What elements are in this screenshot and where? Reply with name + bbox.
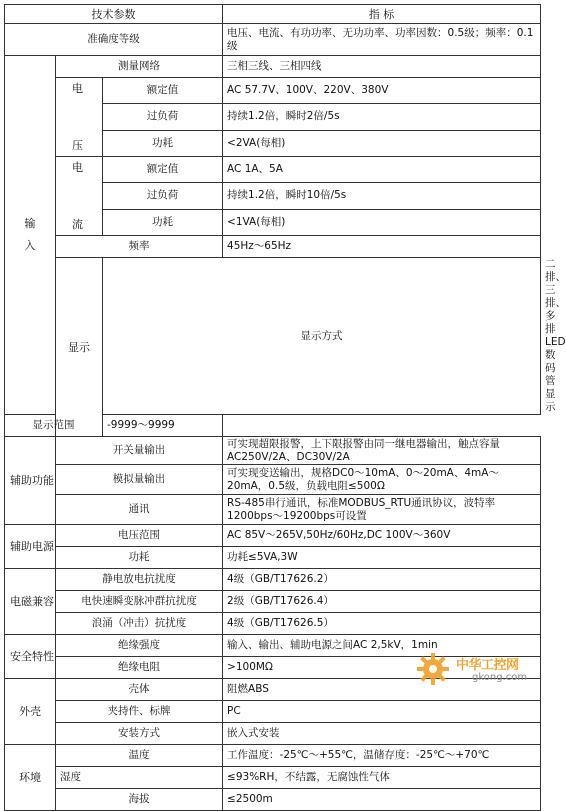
insulation-resistance-value: >100MΩ	[223, 657, 541, 679]
eft-value: 2级（GB/T17626.4）	[223, 591, 541, 613]
network-value: 三相三线、三相四线	[223, 56, 541, 78]
header-spec: 指 标	[223, 5, 541, 24]
aux-power-category: 辅助电源	[5, 525, 56, 569]
emc-category: 电磁兼容	[5, 569, 56, 635]
table-row	[5, 437, 541, 465]
current-power-label: 功耗	[103, 209, 223, 235]
table-row	[5, 613, 541, 635]
network-label: 测量网络	[56, 56, 223, 78]
accuracy-value: 电压、电流、有功功率、无功功率、功率因数：0.5级；频率：0.1级	[223, 24, 541, 56]
safety-category: 安全特性	[5, 635, 56, 679]
current-group-bottom: 流	[72, 218, 83, 231]
table-row: 显示 显示方式 二排、三排、多排LED数码管显示	[5, 258, 541, 415]
table-row	[5, 745, 541, 767]
table-row	[5, 767, 541, 789]
display-range-value: -9999～9999	[103, 415, 223, 437]
clamp-label: 夹持件、标牌	[56, 701, 223, 723]
switch-output-value: 可实现超限报警，上下限报警由同一继电器输出，触点容量AC250V/2A、DC30V/2A	[223, 437, 541, 465]
esd-label: 静电放电抗扰度	[56, 569, 223, 591]
insulation-resistance-label: 绝缘电阻	[56, 657, 223, 679]
table-row	[5, 415, 541, 437]
analog-output-label: 模拟量输出	[56, 465, 223, 495]
insulation-strength-value: 输入、输出、辅助电源之间AC 2,5kV，1min	[223, 635, 541, 657]
humidity-label: 湿度	[56, 767, 223, 789]
power-range-label: 电压范围	[56, 525, 223, 547]
current-group	[56, 157, 103, 236]
display-range-label: 显示范围	[5, 415, 103, 437]
current-overload-label: 过负荷	[103, 183, 223, 209]
environment-category: 环境	[5, 745, 56, 811]
voltage-group	[56, 78, 103, 157]
eft-label: 电快速瞬变脉冲群抗扰度	[56, 591, 223, 613]
input-category: 输入	[5, 56, 56, 415]
analog-output-value: 可实现变送输出，规格DC0～10mA、0～20mA、4mA～20mA，0.5级，负载电阻≤500Ω	[223, 465, 541, 495]
voltage-rated-value: AC 57.7V、100V、220V、380V	[223, 78, 541, 104]
mounting-label: 安装方式	[56, 723, 223, 745]
power-consumption-label: 功耗	[56, 547, 223, 569]
voltage-power-value: <2VA(每相)	[223, 130, 541, 156]
watermark-url: gkong.com	[472, 672, 528, 683]
voltage-power-label: 功耗	[103, 130, 223, 156]
voltage-group-top: 电	[72, 82, 83, 95]
table-row	[5, 78, 541, 104]
clamp-value: PC	[223, 701, 541, 723]
header-param: 技术参数	[5, 5, 223, 24]
table-row	[5, 236, 541, 258]
table-header-row	[5, 5, 541, 24]
surge-label: 浪涌（冲击）抗扰度	[56, 613, 223, 635]
watermark-brand: 中华工控网	[456, 658, 519, 673]
gear-icon	[416, 652, 450, 686]
esd-value: 4级（GB/T17626.2）	[223, 569, 541, 591]
altitude-label: 海拔	[56, 789, 223, 811]
table-row	[5, 701, 541, 723]
table-row	[5, 723, 541, 745]
surge-value: 4级（GB/T17626.5）	[223, 613, 541, 635]
table-row	[5, 465, 541, 495]
current-rated-value: AC 1A、5A	[223, 157, 541, 183]
table-row	[5, 569, 541, 591]
mounting-value: 嵌入式安装	[223, 723, 541, 745]
frequency-value: 45Hz～65Hz	[223, 236, 541, 258]
housing-category: 外壳	[5, 679, 56, 745]
altitude-value: ≤2500m	[223, 789, 541, 811]
table-row	[5, 24, 541, 56]
table-row	[5, 789, 541, 811]
current-group-top: 电	[72, 161, 83, 174]
comm-label: 通讯	[56, 495, 223, 525]
shell-label: 壳体	[56, 679, 223, 701]
table-row	[5, 547, 541, 569]
temperature-value: 工作温度：-25℃～+55℃，温储存度：-25℃～+70℃	[223, 745, 541, 767]
display-mode-label: 显示方式	[103, 258, 541, 415]
table-row	[5, 157, 541, 183]
table-row	[5, 591, 541, 613]
voltage-overload-label: 过负荷	[103, 104, 223, 130]
watermark-logo	[416, 638, 536, 696]
voltage-overload-value: 持续1.2倍，瞬时2倍/5s	[223, 104, 541, 130]
voltage-group-bottom: 压	[72, 139, 83, 152]
frequency-label: 频率	[56, 236, 223, 258]
humidity-value: ≤93%RH，不结露，无腐蚀性气体	[223, 767, 541, 789]
shell-value: 阻燃ABS	[223, 679, 541, 701]
comm-value: RS-485串行通讯，标准MODBUS_RTU通讯协议，波特率1200bps～19200bps可设置	[223, 495, 541, 525]
current-power-value: <1VA(每相)	[223, 209, 541, 235]
display-category: 显示	[56, 258, 103, 437]
voltage-rated-label: 额定值	[103, 78, 223, 104]
temperature-label: 温度	[56, 745, 223, 767]
table-row	[5, 495, 541, 525]
current-rated-label: 额定值	[103, 157, 223, 183]
insulation-strength-label: 绝缘强度	[56, 635, 223, 657]
current-overload-value: 持续1.2倍，瞬时10倍/5s	[223, 183, 541, 209]
aux-function-category: 辅助功能	[5, 437, 56, 525]
accuracy-label: 准确度等级	[5, 24, 223, 56]
power-range-value: AC 85V～265V,50Hz/60Hz,DC 100V～360V	[223, 525, 541, 547]
switch-output-label: 开关量输出	[56, 437, 223, 465]
power-consumption-value: 功耗≤5VA,3W	[223, 547, 541, 569]
table-row	[5, 56, 541, 78]
table-row	[5, 525, 541, 547]
